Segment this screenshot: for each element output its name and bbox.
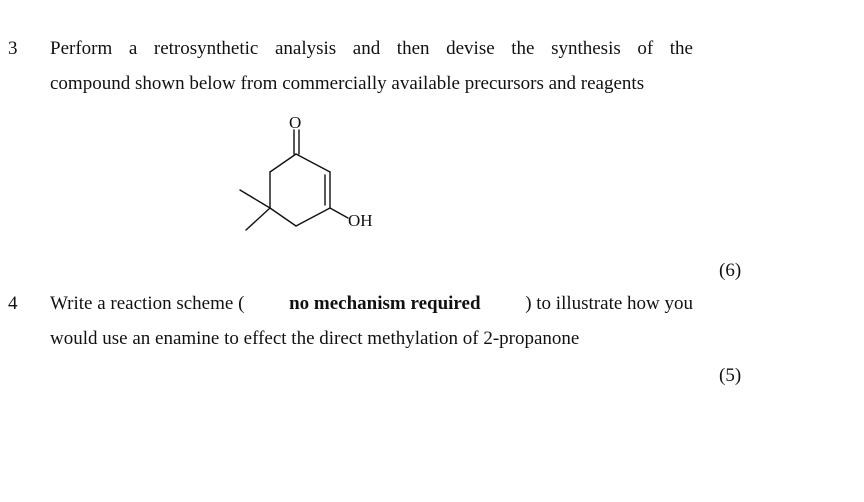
oxygen-atom-label: O	[289, 113, 302, 132]
q4-text-before: Write a reaction scheme (	[50, 293, 245, 314]
q3-word: Perform	[50, 38, 113, 59]
question-4-marks: (5)	[719, 365, 742, 386]
molecule-structure	[228, 110, 388, 240]
q3-word: synthesis	[551, 38, 621, 59]
q4-bold-text: no mechanism required	[289, 293, 481, 314]
question-4-number: 4	[8, 293, 18, 314]
q3-word: a	[128, 38, 138, 59]
question-3-text-line-1	[50, 39, 693, 58]
question-3-text-line-2: compound shown below from commercially available precursors and reagents	[50, 73, 645, 94]
q3-word: the	[511, 38, 535, 59]
question-4-text-line-1	[50, 294, 693, 313]
question-4-text-line-2: would use an enamine to effect the direct methylation of 2-propanone	[50, 328, 580, 349]
q3-word: and	[352, 38, 381, 59]
ring-bond	[270, 208, 296, 226]
q3-word: of	[637, 38, 654, 59]
hydroxyl-label: OH	[348, 211, 373, 230]
hydroxyl-bond	[330, 208, 348, 218]
q3-word: retrosynthetic	[153, 38, 259, 59]
ring-bond	[296, 154, 330, 172]
methyl-bond	[246, 208, 270, 230]
q3-word: then	[396, 38, 430, 59]
q3-word: the	[669, 38, 693, 59]
ring-bond	[296, 208, 330, 226]
q3-word: devise	[446, 38, 495, 59]
question-3-marks: (6)	[719, 260, 742, 281]
methyl-bond	[240, 190, 270, 208]
question-3-number: 3	[8, 38, 18, 59]
q4-text-after: ) to illustrate how you	[525, 293, 693, 314]
ring-bond	[270, 154, 296, 172]
q3-word: analysis	[274, 38, 337, 59]
